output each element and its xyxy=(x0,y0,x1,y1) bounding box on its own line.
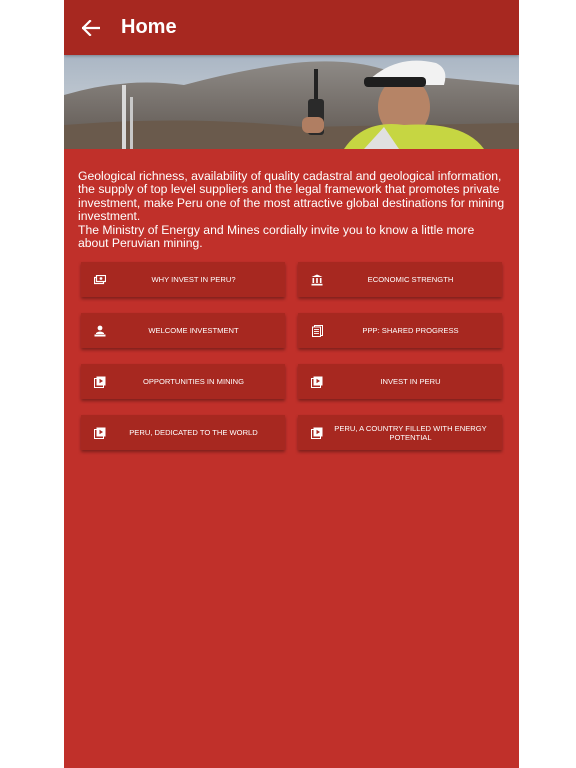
bank-icon xyxy=(311,274,323,286)
video-library-icon xyxy=(94,427,106,439)
app-bar xyxy=(64,0,519,55)
money-icon xyxy=(94,274,106,286)
tile-ppp-shared-progress[interactable] xyxy=(298,313,502,348)
tile-label: WELCOME INVESTMENT xyxy=(148,326,239,335)
video-library-icon xyxy=(311,427,323,439)
tile-peru-energy-potential[interactable] xyxy=(298,415,502,450)
tile-label: INVEST IN PERU xyxy=(380,377,441,386)
tile-label: PERU, A COUNTRY FILLED WITH ENERGY POTENTIAL xyxy=(334,423,487,442)
tile-label: OPPORTUNITIES IN MINING xyxy=(142,377,245,386)
tile-opportunities-in-mining[interactable] xyxy=(81,364,285,399)
arrow-left-icon xyxy=(82,20,100,36)
intro-text xyxy=(64,149,519,250)
tile-economic-strength[interactable] xyxy=(298,262,502,297)
intro-paragraph-2: The Ministry of Energy and Mines cordially invite you to know a little more about Peruvian mining. xyxy=(78,222,475,251)
tile-label: WHY INVEST IN PERU? xyxy=(151,275,236,284)
back-button[interactable] xyxy=(64,0,118,55)
app-screen xyxy=(64,0,519,768)
tile-label: PPP: SHARED PROGRESS xyxy=(362,326,459,335)
page-title: Home xyxy=(121,16,177,38)
menu-grid xyxy=(81,262,501,450)
document-icon xyxy=(311,325,323,337)
tile-label: PERU, DEDICATED TO THE WORLD xyxy=(129,428,258,437)
person-desk-icon xyxy=(94,325,106,337)
tile-invest-in-peru[interactable] xyxy=(298,364,502,399)
tile-label: ECONOMIC STRENGTH xyxy=(367,275,454,284)
intro-paragraph-1: Geological richness, availability of quality cadastral and geological information, the supply of top level suppliers and the legal framework that promotes private investment, make Peru one of the most attractive global destinations for mining investment. xyxy=(78,169,505,224)
video-library-icon xyxy=(311,376,323,388)
hero-image xyxy=(64,55,519,149)
tile-why-invest-in-peru[interactable] xyxy=(81,262,285,297)
tile-welcome-investment[interactable] xyxy=(81,313,285,348)
tile-peru-dedicated-to-the-world[interactable] xyxy=(81,415,285,450)
hero-photo xyxy=(64,55,519,149)
video-library-icon xyxy=(94,376,106,388)
